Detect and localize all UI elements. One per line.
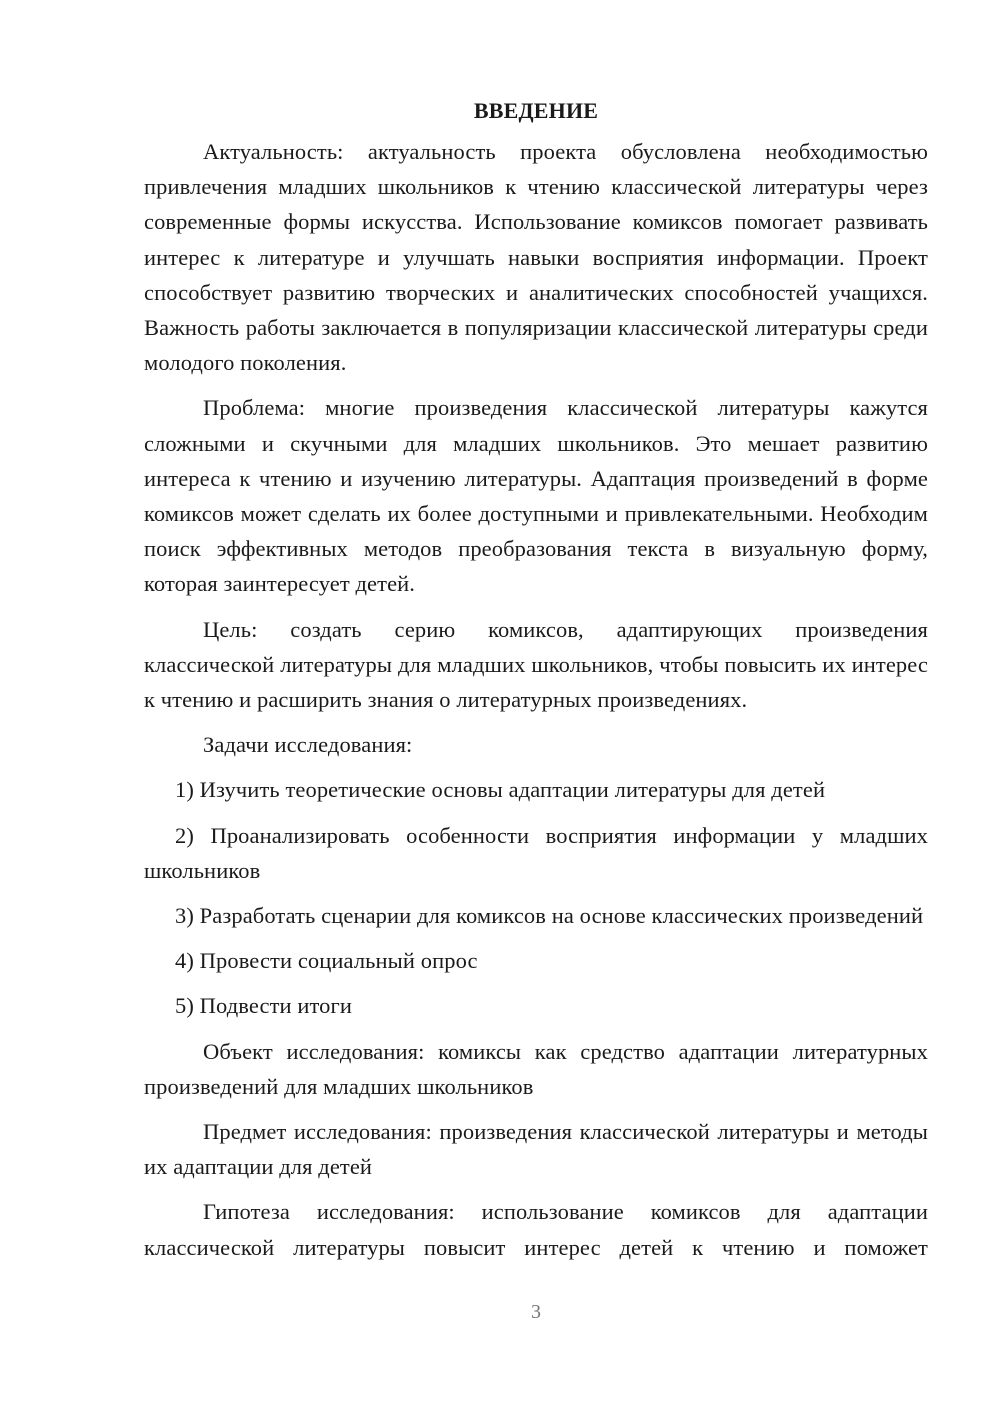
task-item-4: 4) Провести социальный опрос xyxy=(175,948,478,974)
paragraph-goal: Цель: создать серию комиксов, адаптирующих произведения классической литературы для младших школьников, чтобы повысить их интерес к чтению и расширить знания о литературных произведениях. xyxy=(144,616,928,713)
task-item-5: 5) Подвести итоги xyxy=(175,993,352,1019)
task-item-2: 2) Проанализировать особенности восприятия информации у младших школьников xyxy=(144,822,928,883)
paragraph-problem: Проблема: многие произведения классической литературы кажутся сложными и скучными для младших школьников. Это мешает развитию интереса к чтению и изучению литературы. Адаптация произведений в форме комиксов может сделать их более доступными и привлекательными. Необходим поиск эффективных методов преобразования текста в визуальную форму, которая заинтересует детей. xyxy=(144,395,928,597)
paragraph-subject: Предмет исследования: произведения классической литературы и методы их адаптации для детей xyxy=(144,1119,928,1180)
paragraph-object: Объект исследования: комиксы как средство адаптации литературных произведений для младших школьников xyxy=(144,1038,928,1099)
paragraph-relevance: Актуальность: актуальность проекта обусловлена необходимостью привлечения младших школьников к чтению классической литературы через современные формы искусства. Использование комиксов помогает развивать интерес к литературе и улучшать навыки восприятия информации. Проект способствует развитию творческих и аналитических способностей учащихся. Важность работы заключается в популяризации классической литературы среди молодого поколения. xyxy=(144,139,928,376)
paragraph-hypothesis: Гипотеза исследования: использование комиксов для адаптации классической литературы повысит интерес детей к чтению и поможет xyxy=(144,1199,928,1260)
page-content xyxy=(144,96,928,1275)
page-number: 3 xyxy=(531,1301,541,1323)
task-item-1: 1) Изучить теоретические основы адаптации литературы для детей xyxy=(175,777,826,803)
task-item-3: 3) Разработать сценарии для комиксов на основе классических произведений xyxy=(175,903,924,929)
paragraph-tasks-intro: Задачи исследования: xyxy=(203,732,413,758)
section-heading: ВВЕДЕНИЕ xyxy=(473,98,599,123)
